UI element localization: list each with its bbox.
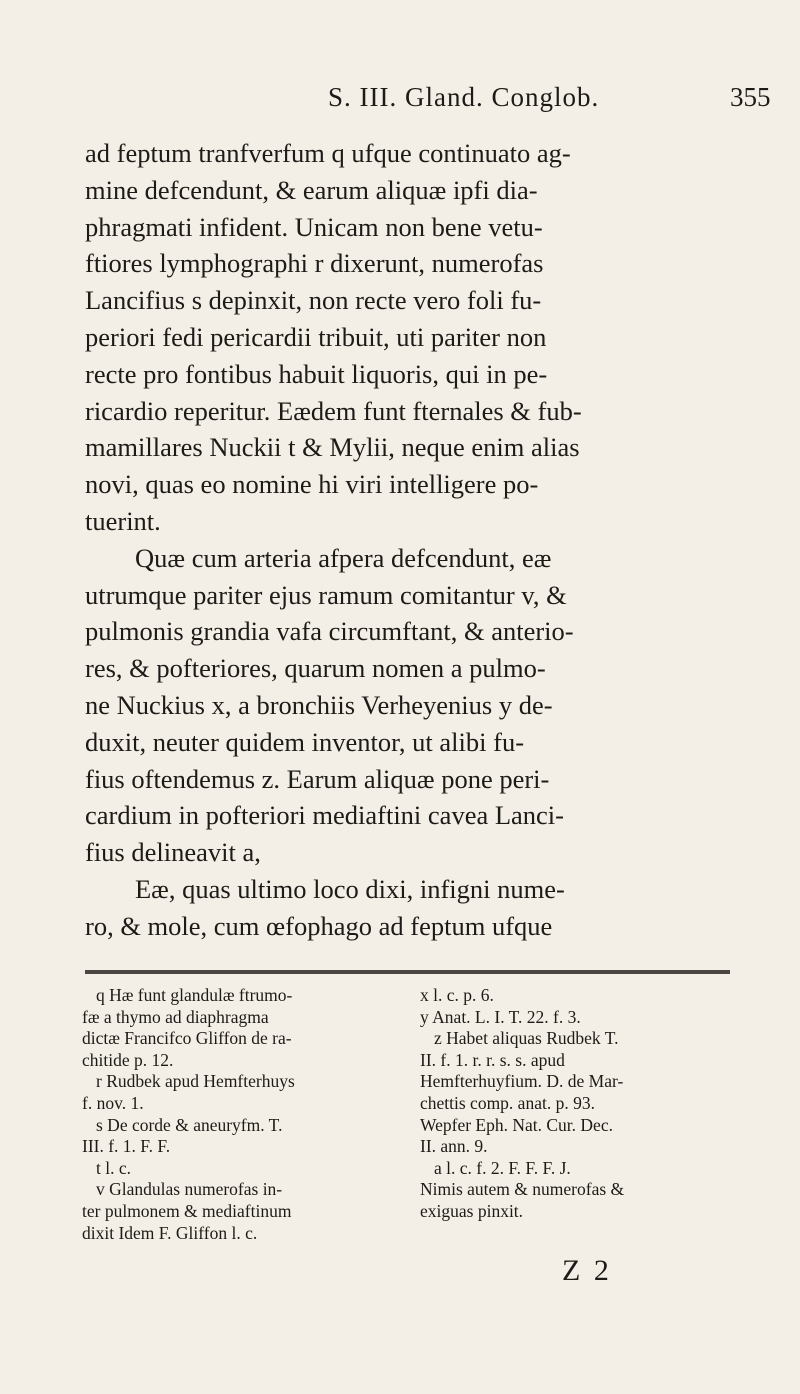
footnote-line: II. ann. 9. bbox=[420, 1136, 488, 1157]
footnote-divider bbox=[85, 970, 730, 974]
text-line: fius delineavit a, bbox=[85, 837, 261, 868]
footnote-line: chettis comp. anat. p. 93. bbox=[420, 1092, 595, 1113]
footnote-line: q Hæ funt glandulæ ftrumo- bbox=[96, 985, 293, 1005]
footnote-line: s De corde & aneuryfm. T. bbox=[96, 1114, 283, 1135]
footnote-line: ter pulmonem & mediaftinum bbox=[82, 1200, 292, 1221]
footnote-line: y Anat. L. I. T. 22. f. 3. bbox=[420, 1006, 581, 1027]
text-line: Lancifius s depinxit, non recte vero foli fu- bbox=[85, 285, 542, 316]
text-line: pulmonis grandia vafa circumftant, & anterio- bbox=[85, 616, 574, 647]
footnote-line: dixit Idem F. Gliffon l. c. bbox=[82, 1222, 258, 1243]
text-line: recte pro fontibus habuit liquoris, qui in pe- bbox=[85, 358, 548, 389]
footnote-line: Hemfterhuyfium. D. de Mar- bbox=[420, 1071, 624, 1092]
text-line: ne Nuckius x, a bronchiis Verheyenius y de- bbox=[85, 689, 553, 720]
text-line: phragmati infident. Unicam non bene vetu- bbox=[85, 211, 543, 242]
text-line: novi, quas eo nomine hi viri intelligere po- bbox=[85, 469, 539, 500]
text-line: res, & pofteriores, quarum nomen a pulmo- bbox=[85, 653, 546, 684]
footnote-line: r Rudbek apud Hemfterhuys bbox=[96, 1071, 295, 1092]
text-line: periori fedi pericardii tribuit, uti pariter non bbox=[85, 321, 547, 352]
text-line: ad feptum tranfverfum q ufque continuato ag- bbox=[85, 138, 571, 168]
footnote-line: exiguas pinxit. bbox=[420, 1200, 524, 1221]
running-head: S. III. Gland. Conglob. bbox=[328, 82, 600, 112]
footnote-line: f. nov. 1. bbox=[82, 1092, 144, 1113]
footnotes-right-column bbox=[420, 985, 732, 1223]
text-line: ro, & mole, cum œfophago ad feptum ufque bbox=[85, 910, 553, 941]
footnote-line: z Habet aliquas Rudbek T. bbox=[434, 1028, 619, 1049]
signature-mark: Z 2 bbox=[562, 1254, 612, 1287]
text-line: Eæ, quas ultimo loco dixi, infigni nume- bbox=[135, 873, 565, 904]
footnote-line: Wepfer Eph. Nat. Cur. Dec. bbox=[420, 1114, 613, 1135]
footnote-line: dictæ Francifco Gliffon de ra- bbox=[82, 1028, 292, 1049]
text-line: utrumque pariter ejus ramum comitantur v, & bbox=[85, 579, 567, 610]
footnote-line: a l. c. f. 2. F. F. F. J. bbox=[434, 1157, 571, 1178]
main-text bbox=[85, 135, 725, 945]
footnote-line: x l. c. p. 6. bbox=[420, 985, 494, 1005]
text-line: mine defcendunt, & earum aliquæ ipfi dia- bbox=[85, 174, 538, 205]
text-line: cardium in pofteriori mediaftini cavea Lanci- bbox=[85, 800, 564, 831]
footnote-line: chitide p. 12. bbox=[82, 1049, 174, 1070]
text-line: Quæ cum arteria afpera defcendunt, eæ bbox=[135, 542, 552, 573]
footnote-line: t l. c. bbox=[96, 1157, 131, 1178]
text-line: tuerint. bbox=[85, 505, 161, 536]
footnote-line: Nimis autem & numerofas & bbox=[420, 1179, 625, 1200]
footnote-line: III. f. 1. F. F. bbox=[82, 1136, 171, 1157]
footnote-line: v Glandulas numerofas in- bbox=[96, 1179, 283, 1200]
text-line: mamillares Nuckii t & Mylii, neque enim alias bbox=[85, 432, 580, 463]
footnote-line: fæ a thymo ad diaphragma bbox=[82, 1006, 269, 1027]
footnote-line: II. f. 1. r. r. s. s. apud bbox=[420, 1049, 565, 1070]
footnotes-left-column bbox=[82, 985, 394, 1244]
text-line: ftiores lymphographi r dixerunt, numerofas bbox=[85, 248, 544, 279]
page-header bbox=[0, 82, 800, 122]
page-number: 355 bbox=[730, 82, 771, 112]
text-line: fius oftendemus z. Earum aliquæ pone peri- bbox=[85, 763, 550, 794]
text-line: ricardio reperitur. Eædem funt fternales & fub- bbox=[85, 395, 582, 426]
text-line: duxit, neuter quidem inventor, ut alibi fu- bbox=[85, 726, 525, 757]
